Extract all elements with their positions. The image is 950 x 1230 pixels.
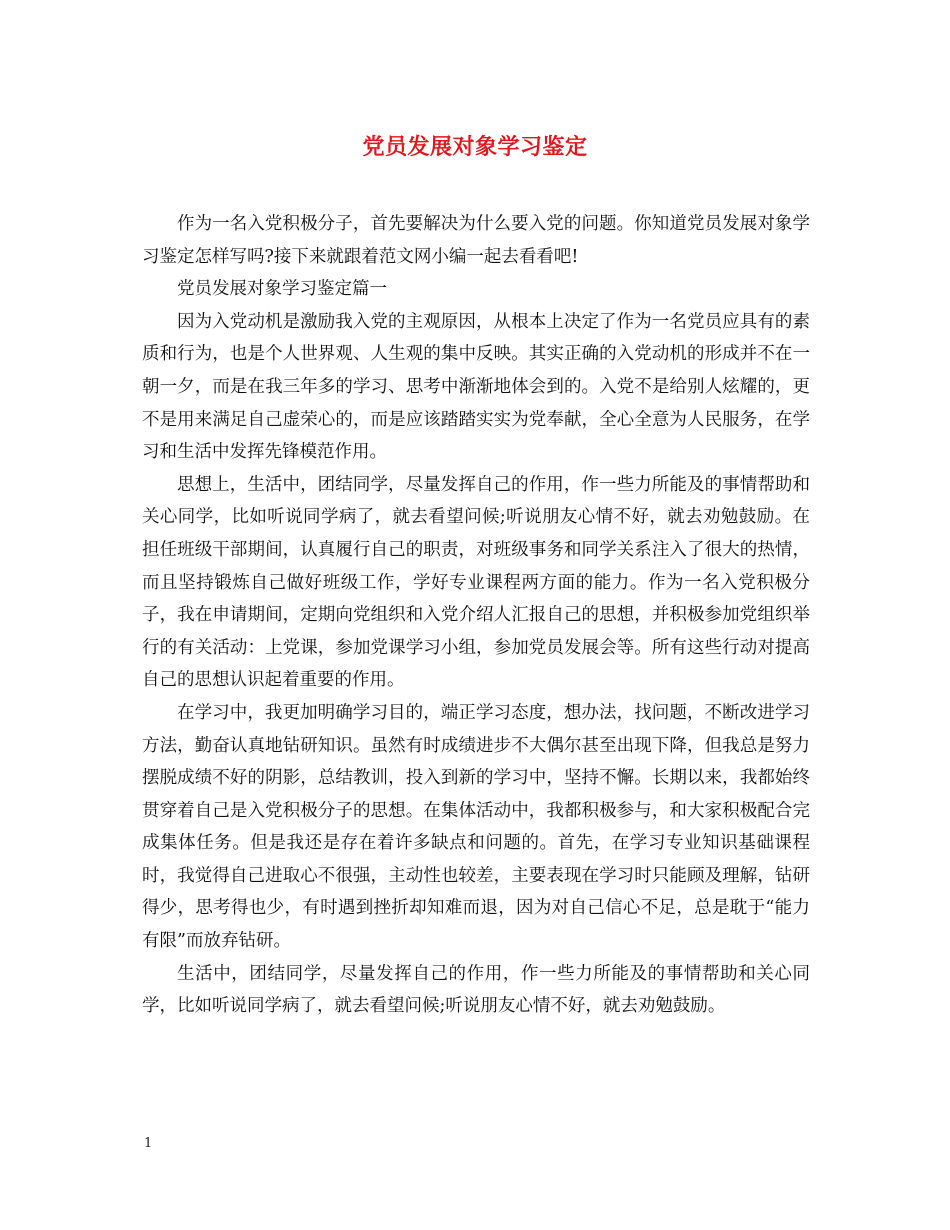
document-title: 党员发展对象学习鉴定 [362, 134, 588, 160]
paragraph-study: 在学习中，我更加明确学习目的，端正学习态度，想办法，找问题，不断改进学习方法，勤奋认真地钻研知识。虽然有时成绩进步不大偶尔甚至出现下降，但我总是努力摆脱成绩不好的阴影，总结教训，投入到新的学习中，坚持不懈。长期以来，我都始终贯穿着自己是入党积极分子的思想。在集体活动中，我都积极参与，和大家积极配合完成集体任务。但是我还是存在着许多缺点和问题的。首先，在学习专业知识基础课程时，我觉得自己进取心不很强，主动性也较差，主要表现在学习时只能顾及理解，钻研得少，思考得也少，有时遇到挫折却知难而退，因为对自己信心不足，总是耽于“能力有限”而放弃钻研。 [142, 702, 810, 952]
paragraph-motivation: 因为入党动机是激励我入党的主观原因，从根本上决定了作为一名党员应具有的素质和行为，也是个人世界观、人生观的集中反映。其实正确的入党动机的形成并不在一朝一夕，而是在我三年多的学习、思考中渐渐地体会到的。入党不是给别人炫耀的，更不是用来满足自己虚荣心的，而是应该踏踏实实为党奉献，全心全意为人民服务，在学习和生活中发挥先锋模范作用。 [142, 311, 810, 463]
paragraph-life: 生活中，团结同学，尽量发挥自己的作用，作一些力所能及的事情帮助和关心同学，比如听说同学病了，就去看望问候;听说朋友心情不好，就去劝勉鼓励。 [142, 963, 810, 1017]
page-number: 1 [144, 1136, 153, 1151]
document-body [142, 208, 810, 1023]
paragraph-intro: 作为一名入党积极分子，首先要解决为什么要入党的问题。你知道党员发展对象学习鉴定怎样写吗?接下来就跟着范文网小编一起去看看吧! [142, 214, 810, 267]
paragraph-thought: 思想上，生活中，团结同学，尽量发挥自己的作用，作一些力所能及的事情帮助和关心同学，比如听说同学病了，就去看望问候;听说朋友心情不好，就去劝勉鼓励。在担任班级干部期间，认真履行自己的职责，对班级事务和同学关系注入了很大的热情，而且坚持锻炼自己做好班级工作，学好专业课程两方面的能力。作为一名入党积极分子，我在申请期间，定期向党组织和入党介绍人汇报自己的思想，并积极参加党组织举行的有关活动：上党课，参加党课学习小组，参加党员发展会等。所有这些行动对提高自己的思想认识起着重要的作用。 [142, 474, 810, 691]
section-heading: 党员发展对象学习鉴定篇一 [177, 279, 387, 300]
